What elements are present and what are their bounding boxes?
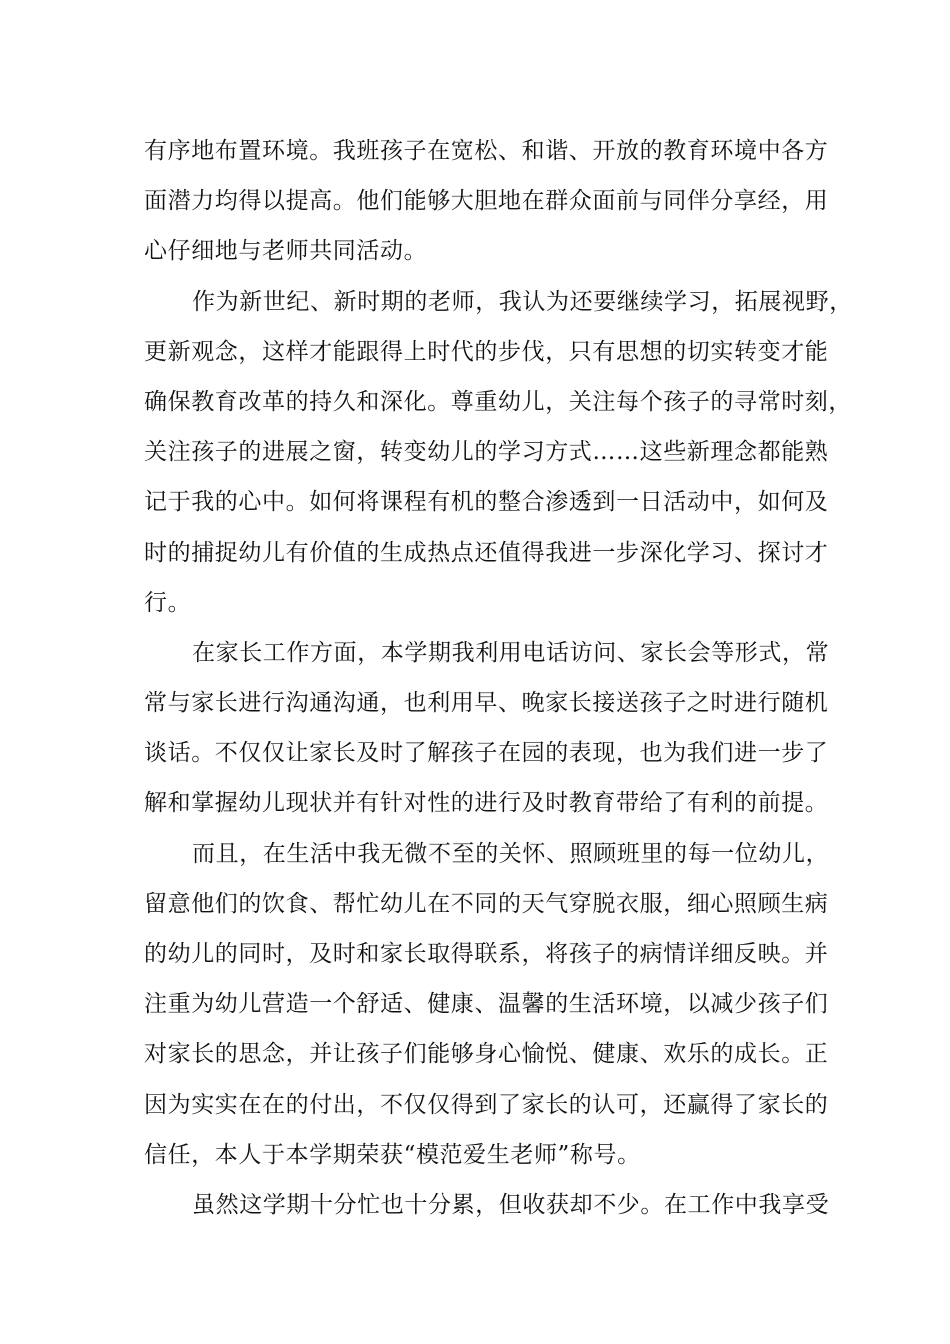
paragraph-4 [144,829,830,1180]
paragraph-2 [144,277,853,628]
text-line: 常与家长进行沟通沟通，也利用早、晚家长接送孩子之时进行随机 [144,690,829,717]
document-body [144,126,853,1230]
text-line: 作为新世纪、新时期的老师，我认为还要继续学习，拓展视野， [192,288,853,315]
text-line: 注重为幼儿营造一个舒适、健康、温馨的生活环境，以减少孩子们 [144,991,829,1018]
text-line: 记于我的心中。如何将课程有机的整合渗透到一日活动中，如何及 [144,489,829,516]
text-line: 更新观念，这样才能跟得上时代的步伐，只有思想的切实转变才能 [144,338,829,365]
text-line: 确保教育改革的持久和深化。尊重幼儿，关注每个孩子的寻常时刻， [144,388,852,415]
text-line: 的幼儿的同时，及时和家长取得联系，将孩子的病情详细反映。并 [144,941,829,967]
text-line: 对家长的思念，并让孩子们能够身心愉悦、健康、欢乐的成长。正 [144,1041,829,1068]
text-line: 谈话。不仅仅让家长及时了解孩子在园的表现，也为我们进一步了 [144,740,829,767]
text-line: 行。 [144,589,192,616]
paragraph-1 [144,126,829,277]
text-line: 留意他们的饮食、帮忙幼儿在不同的天气穿脱衣服，细心照顾生病 [144,890,829,917]
text-line: 有序地布置环境。我班孩子在宽松、和谐、开放的教育环境中各方 [144,138,829,164]
text-line: 而且，在生活中我无微不至的关怀、照顾班里的每一位幼儿， [192,840,830,867]
text-line: 面潜力均得以提高。他们能够大胆地在群众面前与同伴分享经，用 [144,188,829,215]
text-line: 时的捕捉幼儿有价值的生成热点还值得我进一步深化学习、探讨才 [144,539,829,566]
paragraph-3 [144,628,830,829]
text-line: 解和掌握幼儿现状并有针对性的进行及时教育带给了有利的前提。 [144,790,829,817]
text-line: 关注孩子的进展之窗，转变幼儿的学习方式……这些新理念都能熟 [144,439,829,466]
text-line: 在家长工作方面，本学期我利用电话访问、家长会等形式，常 [192,639,830,666]
text-line: 虽然这学期十分忙也十分累，但收获却不少。在工作中我享受 [192,1191,830,1218]
text-line: 因为实实在在的付出，不仅仅得到了家长的认可，还赢得了家长的 [144,1091,829,1118]
text-line: 心仔细地与老师共同活动。 [144,238,428,265]
paragraph-5 [144,1180,830,1230]
text-line: 信任，本人于本学期荣获“模范爱生老师”称号。 [144,1141,641,1168]
